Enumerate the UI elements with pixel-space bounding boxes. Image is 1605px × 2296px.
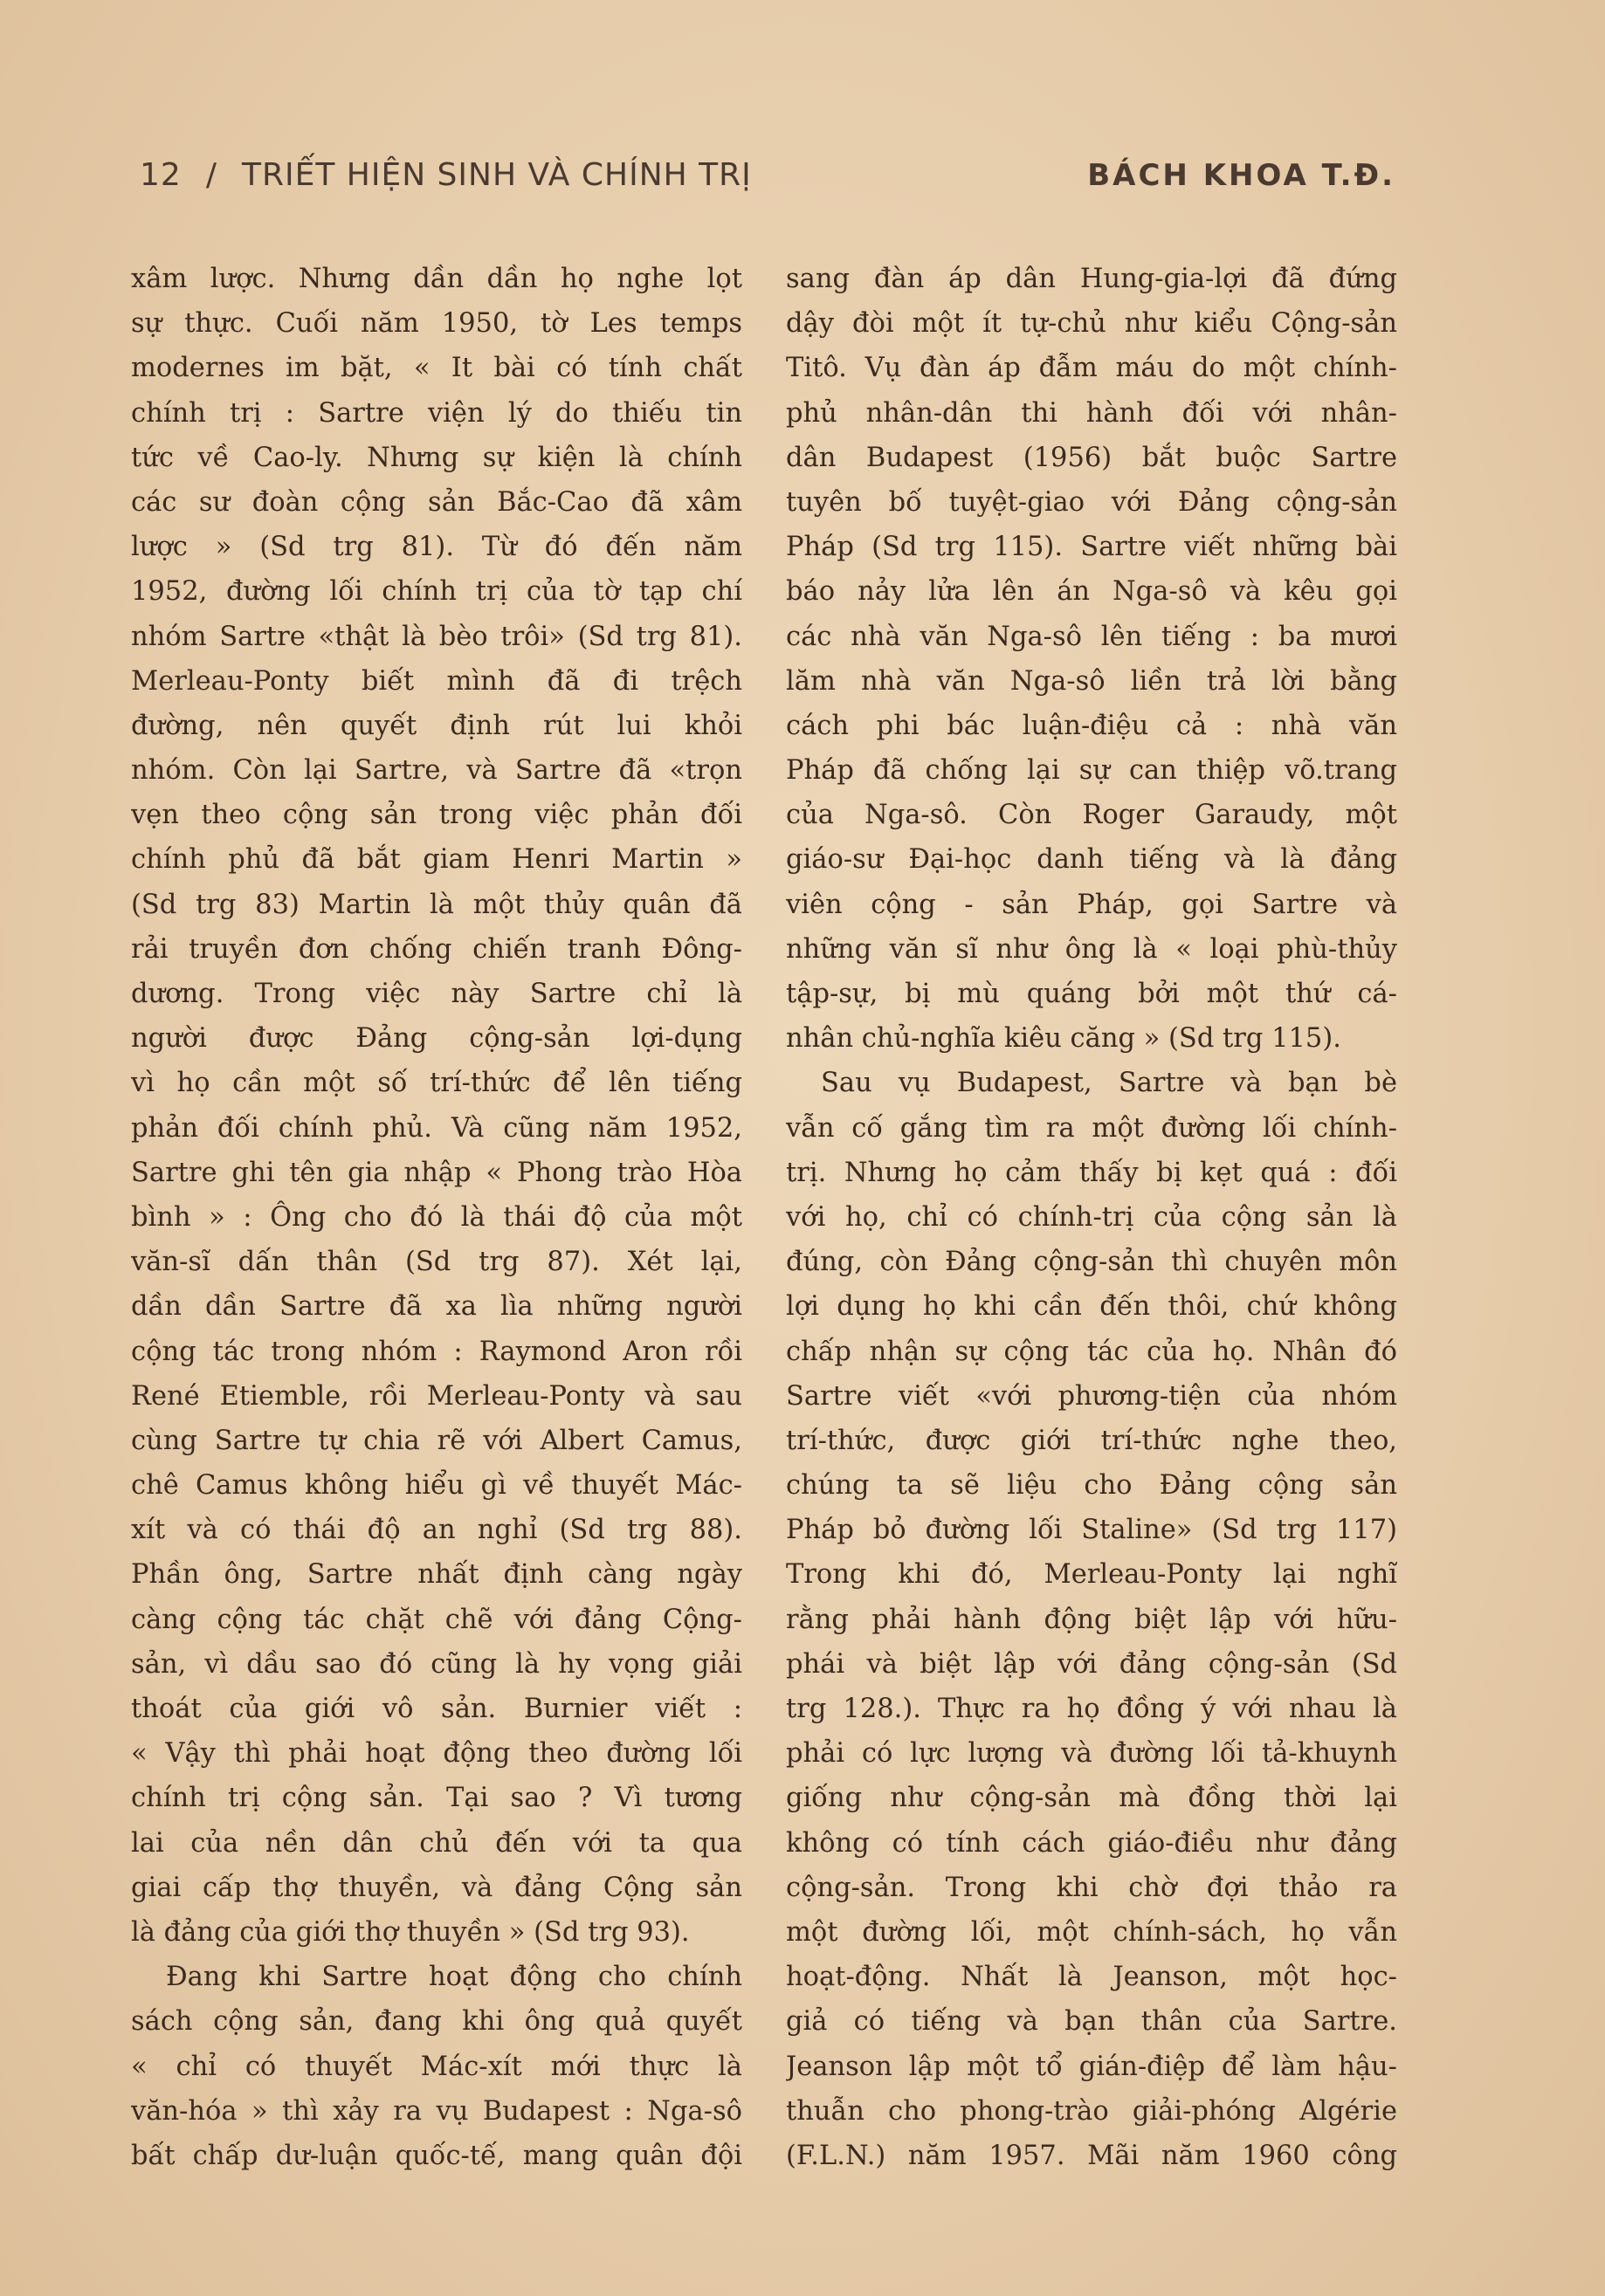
text-line: người được Đảng cộng-sản lợi-dụng	[131, 1023, 742, 1055]
text-line: dậy đòi một ít tự-chủ như kiểu Cộng-sản	[786, 308, 1397, 340]
text-line: phái và biệt lập với đảng cộng-sản (Sd	[786, 1648, 1397, 1680]
text-line: chính trị : Sartre viện lý do thiếu tin	[131, 397, 742, 429]
text-line: chính trị cộng sản. Tại sao ? Vì tương	[131, 1783, 742, 1814]
text-line: sự thực. Cuối năm 1950, tờ Les temps	[131, 308, 742, 340]
text-line: vẫn cố gắng tìm ra một đường lối chính-	[786, 1112, 1397, 1144]
text-line: giáo-sư Đại-học danh tiếng và là đảng	[786, 844, 1397, 876]
text-line: hoạt-động. Nhất là Jeanson, một học-	[786, 1962, 1397, 1993]
text-line: Pháp (Sd trg 115). Sartre viết những bài	[786, 532, 1397, 563]
text-line: sang đàn áp dân Hung-gia-lợi đã đứng	[786, 264, 1397, 294]
text-line: văn-hóa » thì xảy ra vụ Budapest : Nga-sô	[131, 2095, 742, 2127]
text-line: báo nảy lửa lên án Nga-sô và kêu gọi	[786, 576, 1397, 608]
text-line: xít và có thái độ an nghỉ (Sd trg 88).	[131, 1515, 742, 1546]
text-line: nhóm. Còn lại Sartre, và Sartre đã «trọn	[131, 755, 742, 787]
text-line: nhóm Sartre «thật là bèo trôi» (Sd trg 81).	[131, 621, 742, 652]
text-line: đúng, còn Đảng cộng-sản thì chuyên môn	[786, 1247, 1397, 1278]
text-line: bất chấp dư-luận quốc-tế, mang quân đội	[131, 2140, 742, 2171]
text-line: (Sd trg 83) Martin là một thủy quân đã	[131, 889, 742, 920]
journal-name: BÁCH KHOA T.Đ.	[1087, 158, 1395, 193]
text-line: chúng ta sẽ liệu cho Đảng cộng sản	[786, 1470, 1397, 1502]
text-line: rằng phải hành động biệt lập với hữu-	[786, 1604, 1397, 1635]
text-line: của Nga-sô. Còn Roger Garaudy, một	[786, 800, 1397, 831]
text-line: tập-sự, bị mù quáng bởi một thứ cá-	[786, 979, 1397, 1009]
text-line: bình » : Ông cho đó là thái độ của một	[131, 1201, 742, 1233]
text-line: các sư đoàn cộng sản Bắc-Cao đã xâm	[131, 486, 742, 518]
text-line: dần dần Sartre đã xa lìa những người	[131, 1291, 742, 1323]
text-line: thuẫn cho phong-trào giải-phóng Algérie	[786, 2095, 1397, 2127]
text-line: trí-thức, được giới trí-thức nghe theo,	[786, 1425, 1397, 1456]
text-line: Titô. Vụ đàn áp đẫm máu do một chính-	[786, 353, 1397, 384]
text-line: càng cộng tác chặt chẽ với đảng Cộng-	[131, 1604, 742, 1635]
text-line: sản, vì dầu sao đó cũng là hy vọng giải	[131, 1648, 742, 1680]
text-line: Merleau-Ponty biết mình đã đi trệch	[131, 665, 742, 697]
text-line: « chỉ có thuyết Mác-xít mới thực là	[131, 2051, 742, 2082]
text-line: phản đối chính phủ. Và cũng năm 1952,	[131, 1112, 742, 1144]
text-line: trị. Nhưng họ cảm thấy bị kẹt quá : đối	[786, 1157, 1397, 1188]
text-line: cách phi bác luận-điệu cả : nhà văn	[786, 710, 1397, 741]
text-line: những văn sĩ như ông là « loại phù-thủy	[786, 933, 1397, 965]
text-line: Jeanson lập một tổ gián-điệp để làm hậu-	[786, 2051, 1397, 2082]
text-line: modernes im bặt, « It bài có tính chất	[131, 353, 742, 384]
text-line: giai cấp thợ thuyền, và đảng Cộng sản	[131, 1872, 742, 1903]
text-line: phải có lực lượng và đường lối tả-khuynh	[786, 1738, 1397, 1770]
text-line: rải truyền đơn chống chiến tranh Đông-	[131, 933, 742, 965]
text-line: chấp nhận sự cộng tác của họ. Nhân đó	[786, 1336, 1397, 1367]
text-line: cộng-sản. Trong khi chờ đợi thảo ra	[786, 1872, 1397, 1903]
text-column-left	[131, 257, 742, 2178]
text-line: (F.L.N.) năm 1957. Mãi năm 1960 công	[786, 2140, 1397, 2171]
text-line: Sau vụ Budapest, Sartre và bạn bè	[821, 1068, 1397, 1099]
text-line: thoát của giới vô sản. Burnier viết :	[131, 1694, 742, 1724]
text-line: lược » (Sd trg 81). Từ đó đến năm	[131, 532, 742, 563]
text-line: 1952, đường lối chính trị của tờ tạp chí	[131, 576, 742, 608]
running-header	[140, 157, 1395, 193]
text-line: phủ nhân-dân thi hành đối với nhân-	[786, 397, 1397, 429]
text-line: cùng Sartre tự chia rẽ với Albert Camus,	[131, 1425, 742, 1456]
text-line: giống như cộng-sản mà đồng thời lại	[786, 1783, 1397, 1814]
text-line: tuyên bố tuyệt-giao với Đảng cộng-sản	[786, 486, 1397, 518]
text-line: lợi dụng họ khi cần đến thôi, chứ không	[786, 1291, 1397, 1323]
text-line: là đảng của giới thợ thuyền » (Sd trg 93).	[131, 1916, 690, 1948]
text-line: « Vậy thì phải hoạt động theo đường lối	[131, 1738, 742, 1770]
text-line: Sartre viết «với phương-tiện của nhóm	[786, 1380, 1397, 1412]
text-line: Sartre ghi tên gia nhập « Phong trào Hòa	[131, 1157, 742, 1188]
text-line: viên cộng - sản Pháp, gọi Sartre và	[786, 889, 1397, 920]
text-line: Pháp đã chống lại sự can thiệp võ.trang	[786, 755, 1397, 787]
text-line: với họ, chỉ có chính-trị của cộng sản là	[786, 1201, 1397, 1233]
page-number: 12	[140, 157, 182, 193]
text-line: các nhà văn Nga-sô lên tiếng : ba mươi	[786, 621, 1397, 652]
text-line: Đang khi Sartre hoạt động cho chính	[166, 1962, 742, 1993]
text-line: sách cộng sản, đang khi ông quả quyết	[131, 2006, 742, 2038]
text-line: René Etiemble, rồi Merleau-Ponty và sau	[131, 1380, 742, 1412]
text-line: dân Budapest (1956) bắt buộc Sartre	[786, 442, 1397, 473]
text-line: trg 128.). Thực ra họ đồng ý với nhau là	[786, 1694, 1397, 1724]
text-line: chính phủ đã bắt giam Henri Martin »	[131, 844, 742, 876]
text-line: không có tính cách giáo-điều như đảng	[786, 1827, 1397, 1859]
text-line: Phần ông, Sartre nhất định càng ngày	[131, 1559, 742, 1591]
text-line: nhân chủ-nghĩa kiêu căng » (Sd trg 115).	[786, 1023, 1341, 1055]
text-line: vẹn theo cộng sản trong việc phản đối	[131, 800, 742, 831]
text-column-right	[786, 257, 1397, 2178]
text-line: lăm nhà văn Nga-sô liền trả lời bằng	[786, 665, 1397, 697]
text-line: văn-sĩ dấn thân (Sd trg 87). Xét lại,	[131, 1247, 742, 1278]
text-line: đường, nên quyết định rút lui khỏi	[131, 710, 742, 741]
text-line: chê Camus không hiểu gì về thuyết Mác-	[131, 1470, 742, 1502]
text-line: cộng tác trong nhóm : Raymond Aron rồi	[131, 1336, 742, 1367]
text-line: tức về Cao-ly. Nhưng sự kiện là chính	[131, 442, 742, 473]
header-separator: /	[205, 157, 217, 193]
text-line: Pháp bỏ đường lối Staline» (Sd trg 117)	[786, 1515, 1397, 1546]
text-line: xâm lược. Nhưng dần dần họ nghe lọt	[131, 264, 742, 294]
text-line: vì họ cần một số trí-thức để lên tiếng	[131, 1068, 742, 1099]
text-line: giả có tiếng và bạn thân của Sartre.	[786, 2006, 1397, 2038]
article-title: TRIẾT HIỆN SINH VÀ CHÍNH TRỊ	[241, 157, 752, 193]
text-line: dương. Trong việc này Sartre chỉ là	[131, 979, 742, 1009]
text-line: Trong khi đó, Merleau-Ponty lại nghĩ	[786, 1559, 1397, 1591]
text-line: lai của nền dân chủ đến với ta qua	[131, 1827, 742, 1859]
text-line: một đường lối, một chính-sách, họ vẫn	[786, 1916, 1397, 1948]
